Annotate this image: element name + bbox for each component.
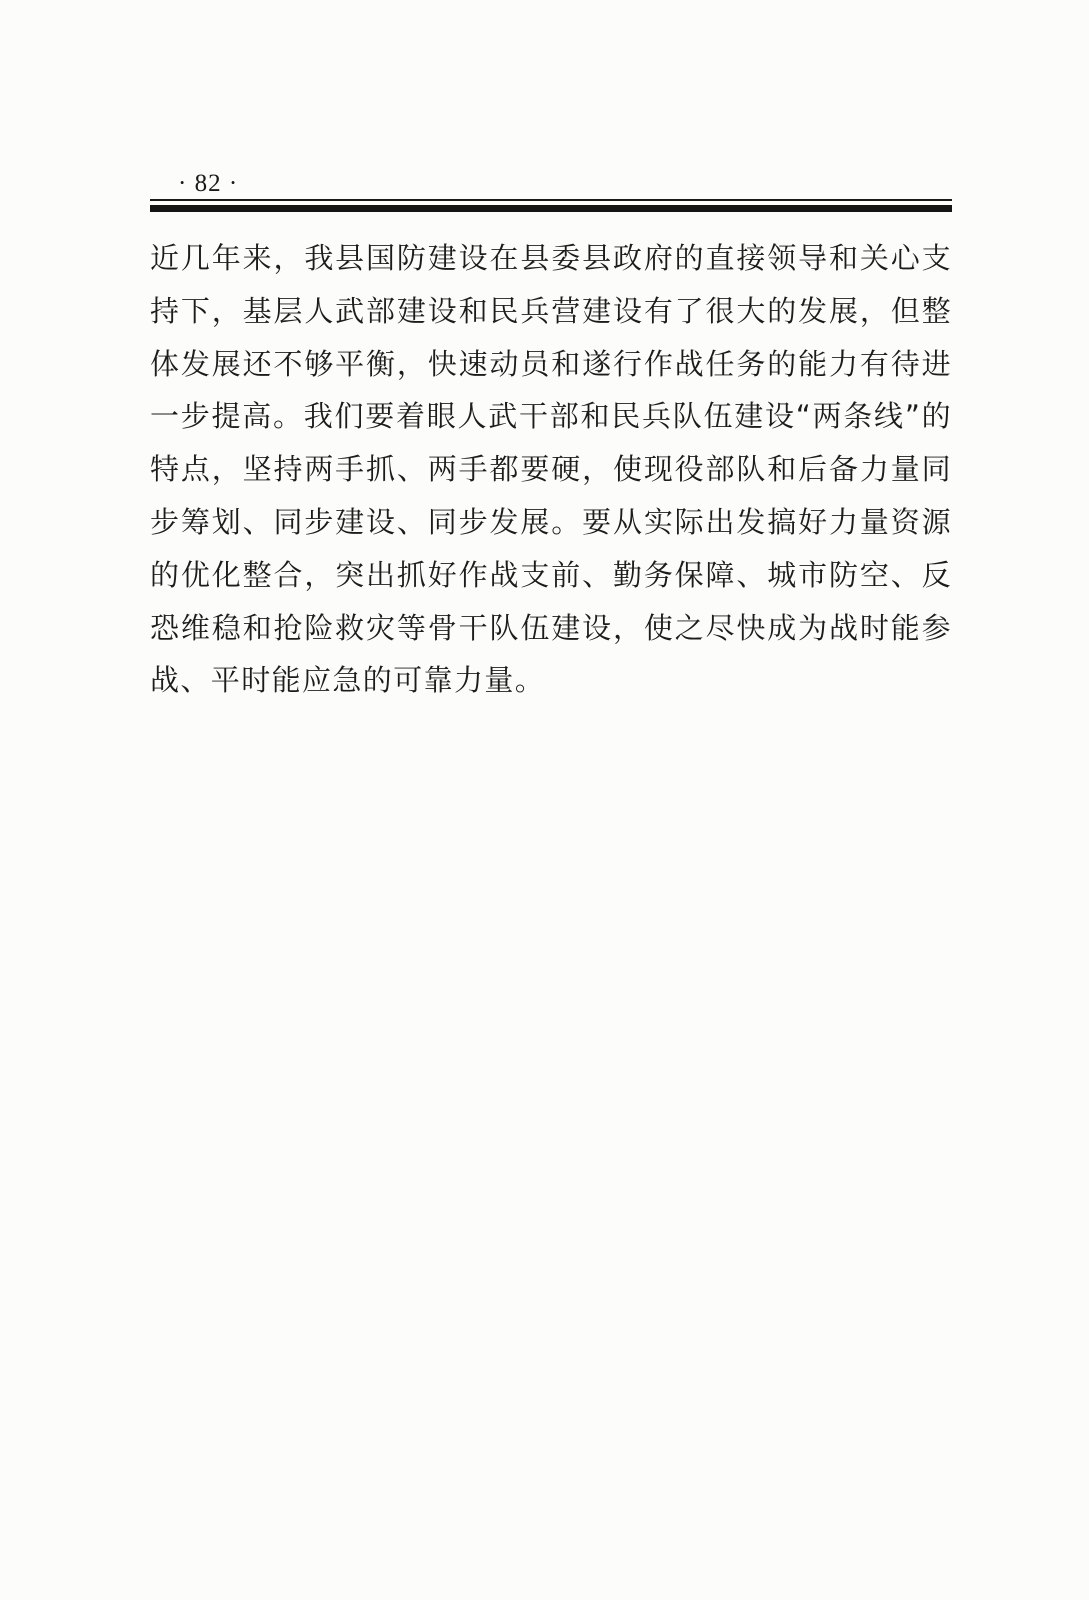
header-rule-thick	[150, 205, 952, 212]
page-header	[150, 165, 952, 215]
body-paragraph: 近几年来，我县国防建设在县委县政府的直接领导和关心支持下，基层人武部建设和民兵营建设有了很大的发展，但整体发展还不够平衡，快速动员和遂行作战任务的能力有待进一步提高。我们要着眼人武干部和民兵队伍建设“两条线”的特点，坚持两手抓、两手都要硬，使现役部队和后备力量同步筹划、同步建设、同步发展。要从实际出发搞好力量资源的优化整合，突出抓好作战支前、勤务保障、城市防空、反恐维稳和抢险救灾等骨干队伍建设，使之尽快成为战时能参战、平时能应急的可靠力量。	[150, 241, 952, 698]
header-rule-thin	[150, 199, 952, 201]
page-number: · 82 ·	[178, 170, 239, 197]
